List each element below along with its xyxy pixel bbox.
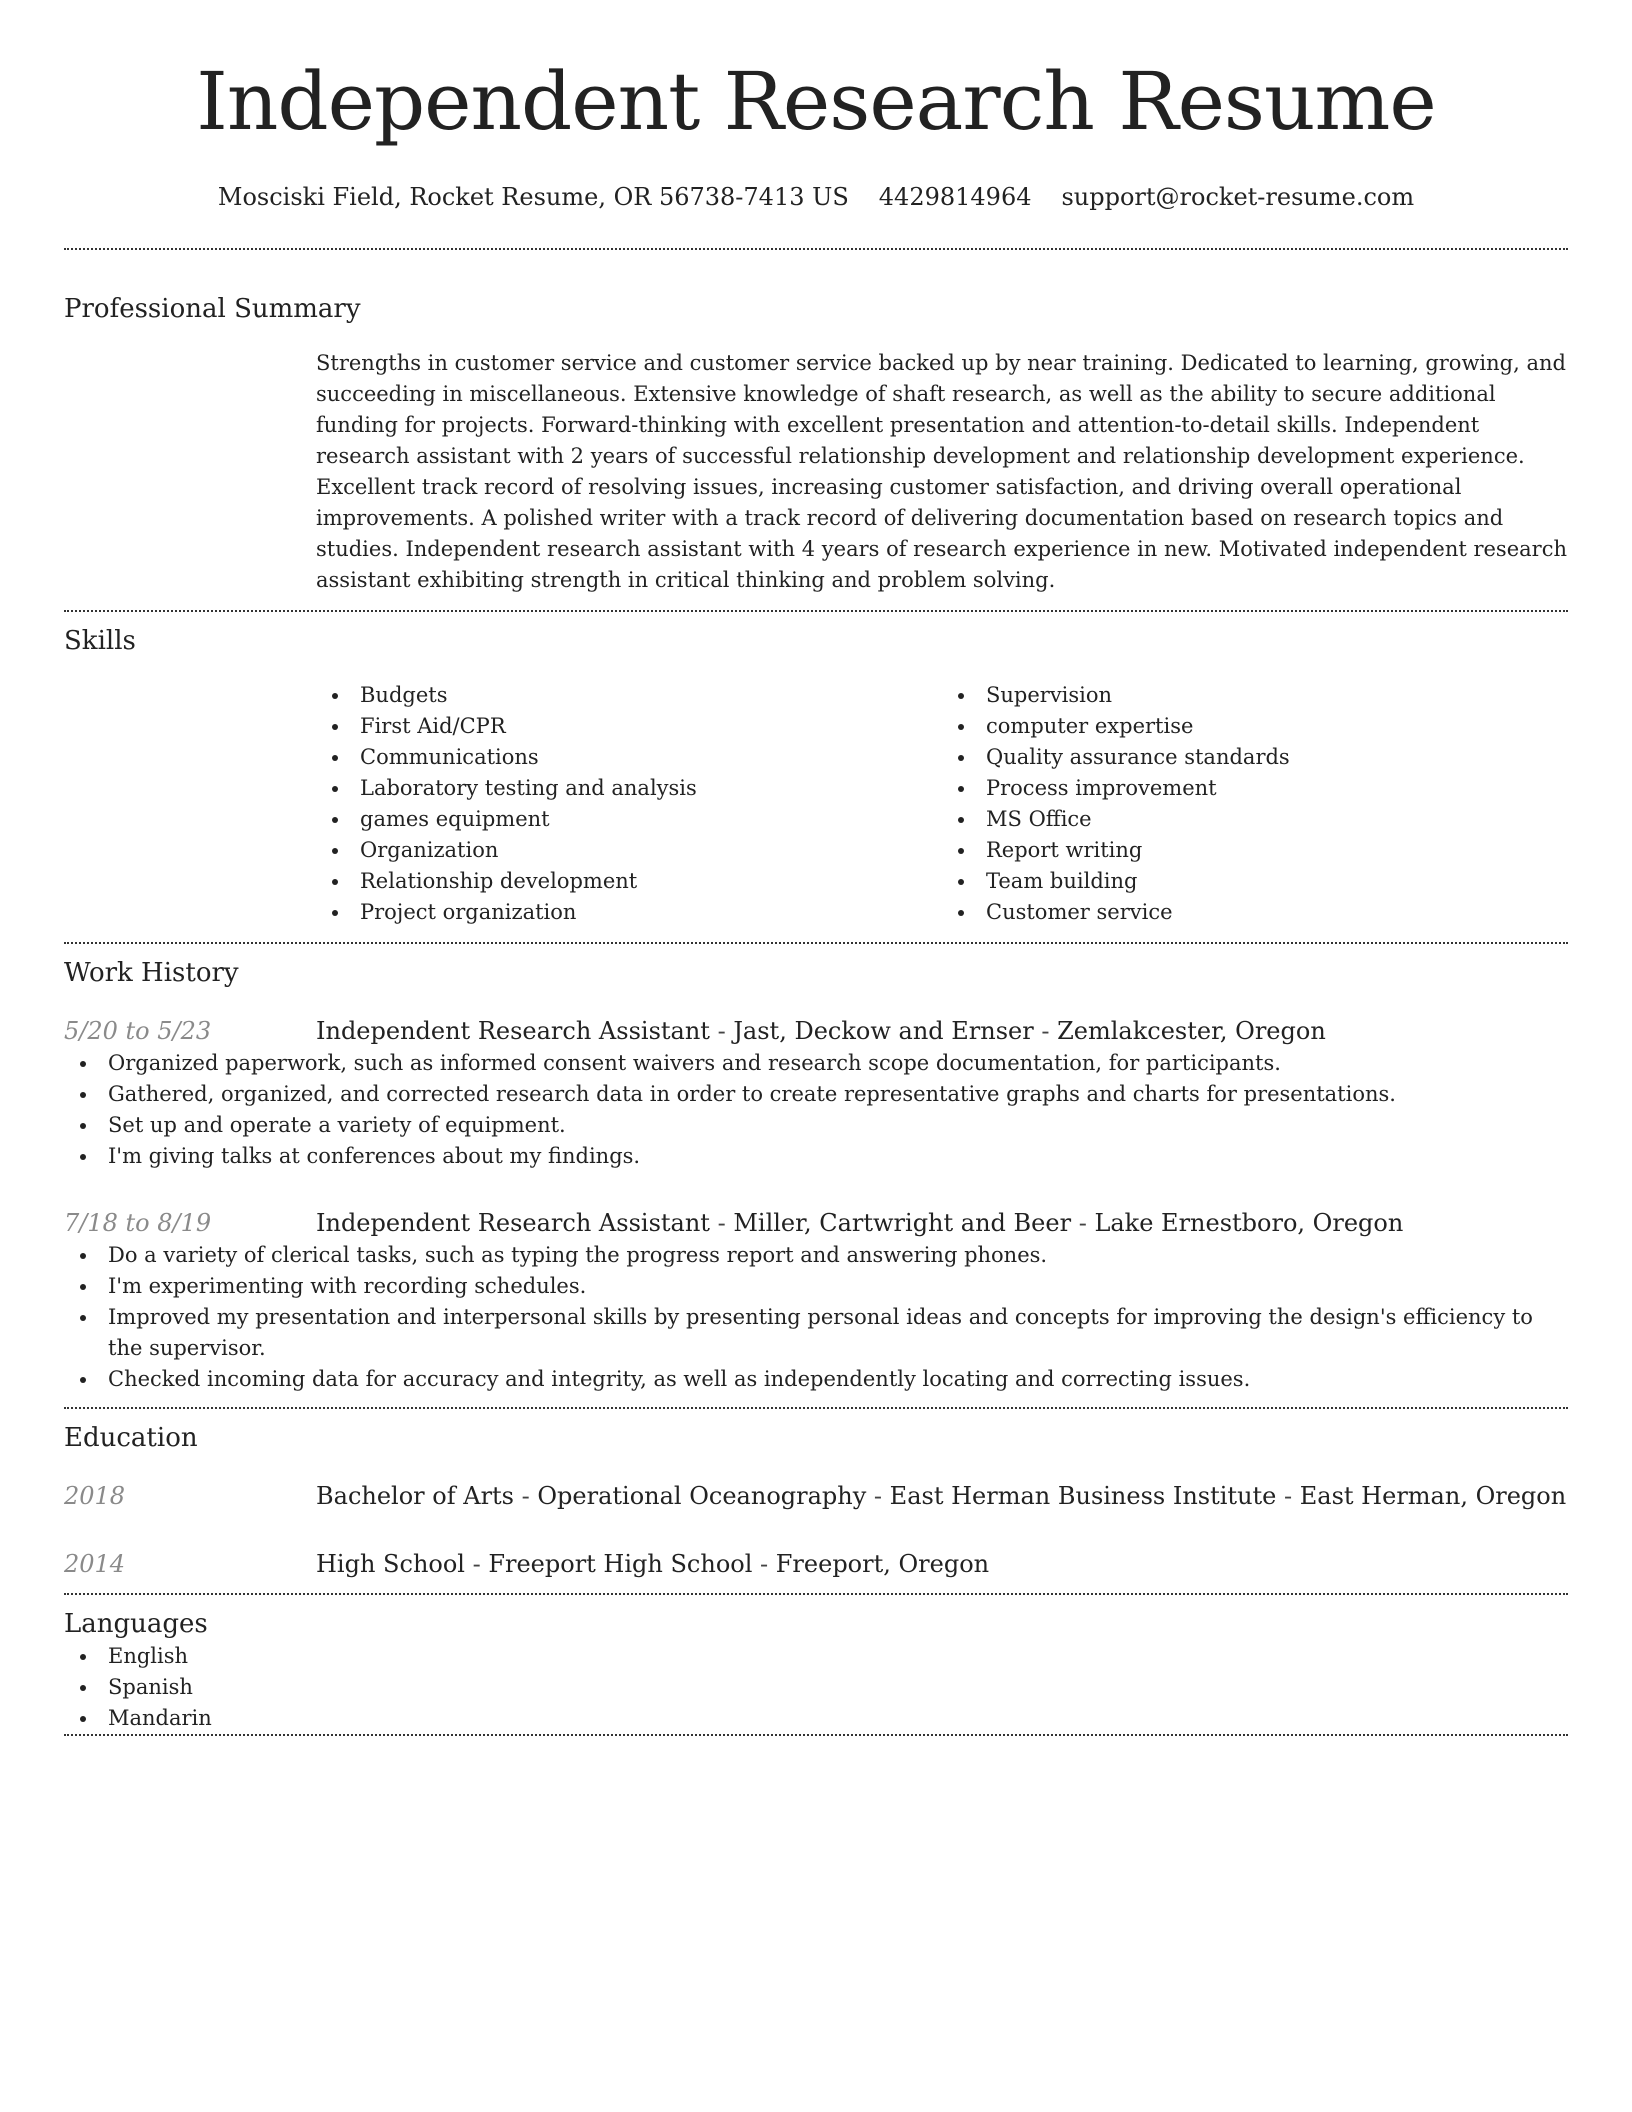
separator: -: [709, 1209, 734, 1237]
work-section: [64, 944, 1568, 1395]
contact-email: support@rocket-resume.com: [1061, 183, 1415, 211]
education-degree: Bachelor of Arts: [316, 1482, 514, 1510]
separator: -: [866, 1482, 890, 1510]
list-item: Supervision: [986, 680, 1568, 711]
job-entry: [64, 1014, 1568, 1172]
job-entry: [64, 1206, 1568, 1395]
languages-section: [64, 1595, 1568, 1734]
separator: -: [709, 1017, 734, 1045]
contact-phone: 4429814964: [878, 183, 1032, 211]
job-company: Jast, Deckow and Ernser: [733, 1017, 1034, 1045]
list-item: Customer service: [986, 897, 1568, 928]
education-section: [64, 1409, 1568, 1581]
job-location: Lake Ernestboro, Oregon: [1094, 1209, 1404, 1237]
education-degree: High School: [316, 1550, 465, 1578]
list-item: Project organization: [360, 897, 942, 928]
education-location: East Herman, Oregon: [1299, 1482, 1567, 1510]
job-location: Zemlakcester, Oregon: [1057, 1017, 1326, 1045]
education-entry: [64, 1479, 1568, 1513]
list-item: MS Office: [986, 804, 1568, 835]
list-item: Improved my presentation and interpersonal skills by presenting personal ideas and concepts for improving the design's efficiency to the supervisor.: [108, 1302, 1568, 1364]
contact-address: Mosciski Field, Rocket Resume, OR 56738-7413 US: [217, 183, 849, 211]
separator: -: [1033, 1017, 1058, 1045]
separator: -: [464, 1550, 489, 1578]
section-title-summary: Professional Summary: [64, 294, 361, 324]
list-item: Organization: [360, 835, 942, 866]
skills-list-left: [316, 680, 942, 928]
education-year: 2014: [64, 1550, 126, 1578]
job-heading: [316, 1206, 1568, 1240]
list-item: Mandarin: [108, 1703, 1568, 1734]
list-item: I'm giving talks at conferences about my findings.: [108, 1141, 1568, 1172]
job-role: Independent Research Assistant: [316, 1017, 710, 1045]
list-item: Spanish: [108, 1672, 1568, 1703]
section-divider: [64, 1734, 1568, 1736]
education-heading: [316, 1547, 1568, 1581]
section-title-work: Work History: [64, 958, 239, 988]
list-item: Checked incoming data for accuracy and integrity, as well as independently locating and correcting issues.: [108, 1364, 1568, 1395]
list-item: English: [108, 1641, 1568, 1672]
education-year: 2018: [64, 1482, 126, 1510]
skills-grid: [316, 680, 1568, 928]
list-item: Process improvement: [986, 773, 1568, 804]
list-item: Gathered, organized, and corrected research data in order to create representative graphs and charts for presentations.: [108, 1079, 1568, 1110]
summary-section: [64, 250, 1568, 596]
separator: -: [1276, 1482, 1300, 1510]
list-item: computer expertise: [986, 711, 1568, 742]
list-item: Relationship development: [360, 866, 942, 897]
education-school: East Herman Business Institute: [889, 1482, 1277, 1510]
list-item: Report writing: [986, 835, 1568, 866]
list-item: Team building: [986, 866, 1568, 897]
job-role: Independent Research Assistant: [316, 1209, 710, 1237]
education-location: Freeport, Oregon: [775, 1550, 990, 1578]
job-dates: 7/18 to 8/19: [64, 1209, 212, 1237]
list-item: Organized paperwork, such as informed consent waivers and research scope documentation, for participants.: [108, 1048, 1568, 1079]
education-entry: [64, 1547, 1568, 1581]
page-title: Independent Research Resume: [196, 55, 1436, 148]
separator: -: [514, 1482, 538, 1510]
job-bullets: [64, 1048, 1568, 1172]
languages-list: [64, 1641, 1568, 1734]
education-school: Freeport High School: [488, 1550, 753, 1578]
job-bullets: [64, 1240, 1568, 1395]
summary-text: Strengths in customer service and customer service backed up by near training. Dedicated to learning, growing, and succeeding in miscellaneous. Extensive knowledge of shaft research, as well as the ability to secure additional funding for projects. Forward-thinking with excellent presentation and attention-to-detail skills. Independent research assistant with 2 years of successful relationship development and relationship development experience. Excellent track record of resolving issues, increasing customer satisfaction, and driving overall operational improvements. A polished writer with a track record of delivering documentation based on research topics and studies. Independent research assistant with 4 years of research experience in new. Motivated independent research assistant exhibiting strength in critical thinking and problem solving.: [316, 351, 1567, 592]
job-company: Miller, Cartwright and Beer: [733, 1209, 1072, 1237]
section-title-skills: Skills: [64, 626, 136, 656]
list-item: Laboratory testing and analysis: [360, 773, 942, 804]
skills-list-right: [942, 680, 1568, 928]
education-heading: [316, 1479, 1568, 1513]
list-item: Do a variety of clerical tasks, such as typing the progress report and answering phones.: [108, 1240, 1568, 1271]
list-item: Budgets: [360, 680, 942, 711]
separator: -: [752, 1550, 776, 1578]
list-item: Communications: [360, 742, 942, 773]
list-item: Quality assurance standards: [986, 742, 1568, 773]
list-item: First Aid/CPR: [360, 711, 942, 742]
job-dates: 5/20 to 5/23: [64, 1017, 212, 1045]
section-title-education: Education: [64, 1423, 198, 1453]
separator: -: [1071, 1209, 1095, 1237]
list-item: games equipment: [360, 804, 942, 835]
list-item: I'm experimenting with recording schedules.: [108, 1271, 1568, 1302]
contact-info: [64, 180, 1568, 214]
job-heading: [316, 1014, 1568, 1048]
section-title-languages: Languages: [64, 1609, 208, 1639]
education-field: Operational Oceanography: [537, 1482, 867, 1510]
skills-section: [64, 612, 1568, 928]
list-item: Set up and operate a variety of equipment.: [108, 1110, 1568, 1141]
